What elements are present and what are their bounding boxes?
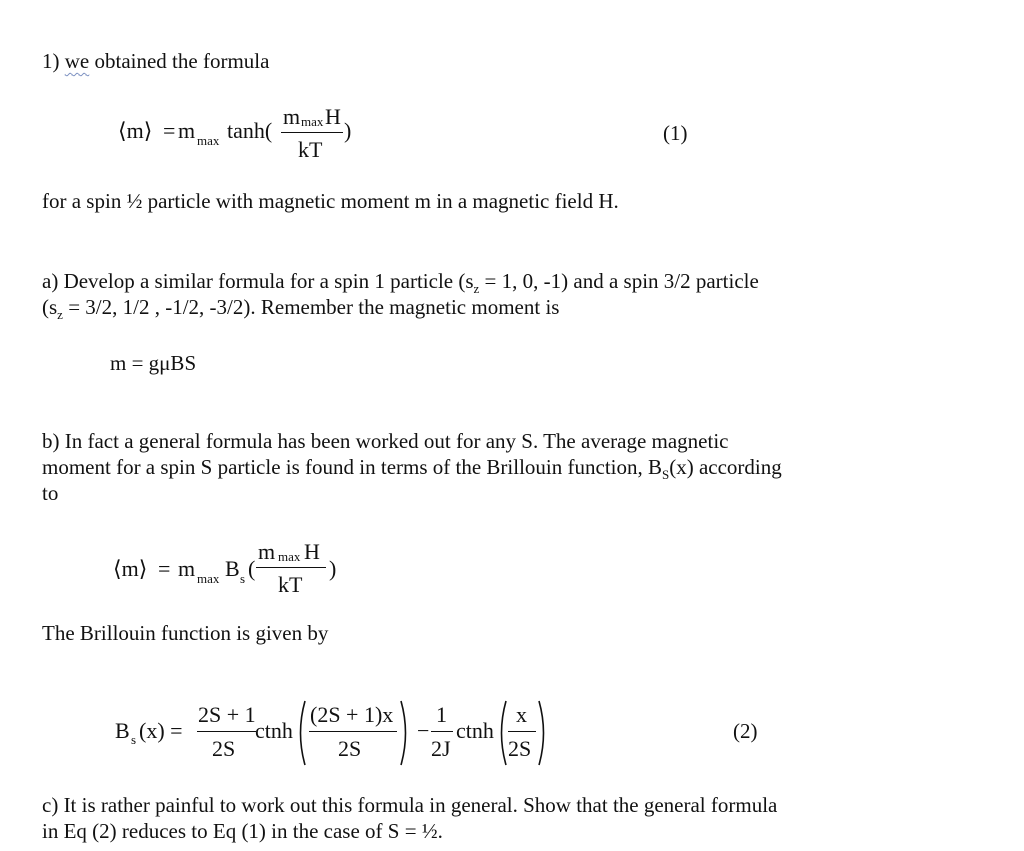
part-b-line-2-start: moment for a spin S particle is found in terms of the Brillouin function, B	[42, 455, 662, 479]
eq2-minus: −	[417, 718, 430, 743]
eq2-left-paren-2	[495, 699, 509, 767]
eqb-lhs: ⟨m⟩	[113, 556, 148, 581]
eq2-frac2-bar	[309, 731, 397, 732]
eqb-max-subscript: max	[197, 571, 220, 586]
part-b-line-2-end: (x) according	[669, 455, 782, 479]
part-a-line-1-start: a) Develop a similar formula for a spin 1 particle (s	[42, 269, 474, 293]
part-b-line-2-subscript: S	[662, 467, 670, 482]
eq2-frac1-denominator: 2S	[212, 736, 236, 761]
eq1-close-paren: )	[344, 118, 352, 143]
brillouin-intro: The Brillouin function is given by	[42, 621, 329, 645]
eq1-tanh: tanh(	[227, 118, 273, 143]
eq2-ctnh-2: ctnh	[456, 718, 494, 743]
eq2-frac4-numerator: x	[516, 702, 527, 727]
part-a-line-2-start: (s	[42, 295, 58, 319]
eqb-numerator-H: H	[304, 539, 320, 564]
eqb-s-subscript: s	[240, 571, 246, 586]
part-b-line-1: b) In fact a general formula has been worked out for any S. The average magnetic	[42, 429, 729, 453]
eq2-left-paren-1	[294, 699, 308, 767]
eqb-numerator-max: max	[278, 549, 301, 564]
eq1-numerator-H: H	[325, 104, 341, 129]
part-c-line-2: in Eq (2) reduces to Eq (1) in the case of S = ½.	[42, 819, 443, 843]
eq1-lhs: ⟨m⟩	[118, 118, 153, 143]
eqb-B: B	[225, 556, 240, 581]
part-1-prefix: 1)	[42, 49, 65, 73]
eqb-numerator-m: m	[258, 539, 276, 564]
equation-2-number: (2)	[733, 719, 758, 743]
eq2-frac3-bar	[431, 731, 453, 732]
eq2-frac2-numerator: (2S + 1)x	[310, 702, 394, 727]
part-a-line-2-end: = 3/2, 1/2 , -1/2, -3/2). Remember the magnetic moment is	[62, 295, 560, 319]
eq2-right-paren-1	[398, 699, 412, 767]
part-a-line-1-subscript: z	[473, 281, 480, 296]
eq2-frac3-numerator: 1	[436, 702, 447, 727]
part-b-line-3: to	[42, 481, 59, 505]
eq2-frac4-bar	[508, 731, 536, 732]
equation-1-number: (1)	[663, 121, 688, 145]
eqb-equals: =	[158, 556, 171, 581]
eq1-denominator: kT	[298, 137, 323, 162]
magnetic-moment-formula: m = gμBS	[110, 351, 197, 375]
eq1-equals: =	[163, 118, 176, 143]
part-1-rest: obtained the formula	[89, 49, 270, 73]
eqb-close-paren: )	[329, 556, 337, 581]
eq2-right-paren-2	[536, 699, 550, 767]
eqb-m: m	[178, 556, 196, 581]
eqb-open-paren: (	[248, 556, 256, 581]
eq2-B: B	[115, 718, 130, 743]
eq2-s-subscript: s	[131, 732, 137, 747]
part-a-line-1-end: = 1, 0, -1) and a spin 3/2 particle	[479, 269, 759, 293]
eq2-ctnh-1: ctnh	[255, 718, 293, 743]
eq2-frac3-denominator: 2J	[431, 736, 451, 761]
eq1-numerator-max: max	[301, 114, 324, 129]
eqb-denominator: kT	[278, 572, 303, 597]
spin-half-description: for a spin ½ particle with magnetic moment m in a magnetic field H.	[42, 189, 619, 213]
eq1-max-subscript: max	[197, 133, 220, 148]
part-a-line-2-subscript: z	[57, 307, 63, 322]
eq2-frac4-denominator: 2S	[508, 736, 532, 761]
part-c-line-1: c) It is rather painful to work out this formula in general. Show that the general formula	[42, 793, 778, 817]
eq1-m: m	[178, 118, 196, 143]
eq2-frac2-denominator: 2S	[338, 736, 362, 761]
eq2-frac1-numerator: 2S + 1	[198, 702, 256, 727]
spellcheck-word-we: we	[64, 49, 90, 73]
eq1-numerator-m: m	[283, 104, 301, 129]
eq2-frac1-bar	[197, 731, 256, 732]
eq2-argument: (x) =	[139, 718, 183, 743]
